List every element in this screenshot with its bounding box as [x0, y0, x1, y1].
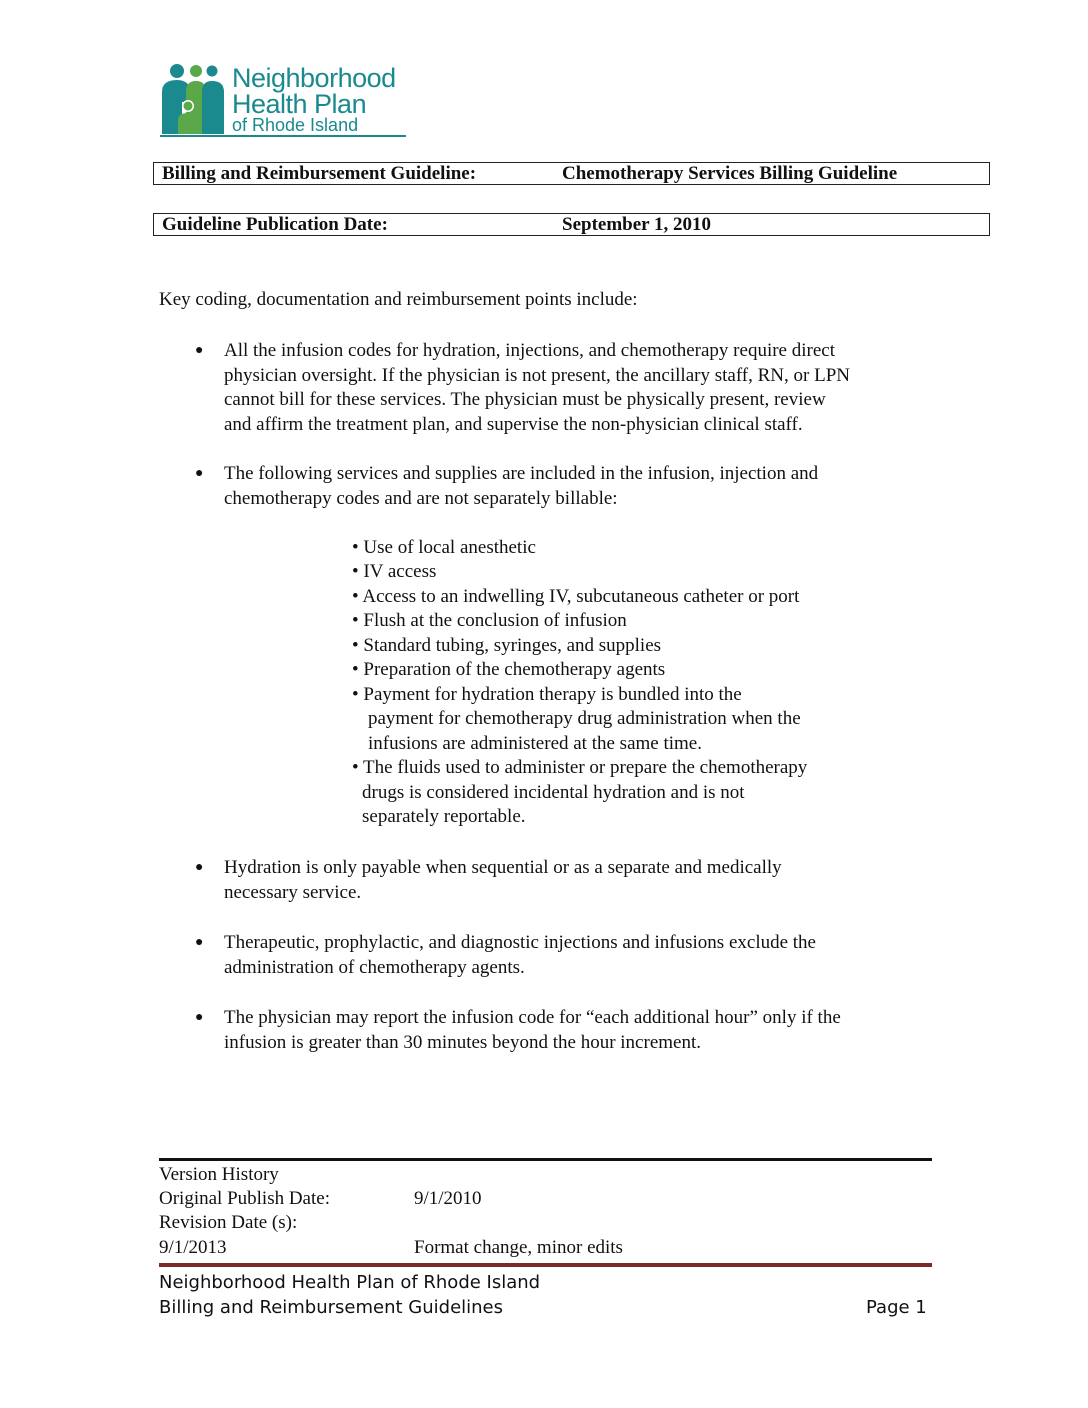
sub-list-item: • Standard tubing, syringes, and supplies	[352, 635, 662, 656]
company-logo	[160, 62, 406, 138]
bullet-icon: ●	[195, 1010, 204, 1025]
logo-line-3: of Rhode Island	[232, 115, 359, 135]
revision-date-label: Revision Date (s):	[159, 1212, 298, 1233]
sub-list-item: • IV access	[352, 561, 437, 582]
list-item: ● The physician may report the infusion code for “each additional hour” only if the infusion is greater than 30 minutes beyond the hour increment.	[195, 1007, 841, 1053]
sub-list-item-continued: separately reportable.	[362, 806, 526, 827]
publication-date-value: September 1, 2010	[562, 214, 711, 235]
revision-date-value: 9/1/2013	[159, 1237, 227, 1258]
footer-org: Neighborhood Health Plan of Rhode Island	[159, 1272, 541, 1293]
revision-note: Format change, minor edits	[414, 1237, 623, 1258]
logo-underline	[160, 135, 406, 137]
list-item: ● All the infusion codes for hydration, injections, and chemotherapy require direct physician oversight. If the physician is not present, the ancillary staff, RN, or LPN cannot bill for these services. The physician must be physically present, review and affirm the treatment plan, and supervise the non-physician clinical staff.	[195, 340, 850, 435]
sub-list-item: • Access to an indwelling IV, subcutaneous catheter or port	[352, 586, 800, 607]
sub-list-item-continued: payment for chemotherapy drug administration when the	[368, 708, 801, 729]
list-item: ● The following services and supplies are included in the infusion, injection and chemotherapy codes and are not separately billable:	[195, 463, 819, 509]
original-publish-label: Original Publish Date:	[159, 1188, 330, 1209]
publication-date-box	[153, 213, 990, 236]
sub-list-item: • Flush at the conclusion of infusion	[352, 610, 627, 631]
sub-list-item-continued: drugs is considered incidental hydration and is not	[362, 782, 745, 803]
version-history-title: Version History	[159, 1164, 279, 1185]
bullet-icon: ●	[195, 860, 204, 875]
bullet-icon: ●	[195, 343, 204, 358]
guideline-title-box	[153, 162, 990, 185]
sub-list-item: • Use of local anesthetic	[352, 537, 536, 558]
footer-doc-title: Billing and Reimbursement Guidelines	[159, 1297, 504, 1318]
guideline-value: Chemotherapy Services Billing Guideline	[562, 163, 898, 184]
sub-list-item: • The fluids used to administer or prepare the chemotherapy	[352, 757, 808, 778]
version-history-top-rule	[159, 1158, 932, 1161]
list-item: ● Therapeutic, prophylactic, and diagnostic injections and infusions exclude the administration of chemotherapy agents.	[195, 932, 816, 978]
footer-page-number: Page 1	[866, 1297, 927, 1318]
bullet-icon: ●	[195, 466, 204, 481]
sub-list-item-continued: infusions are administered at the same time.	[368, 733, 702, 754]
logo-line-1: Neighborhood	[232, 63, 396, 93]
version-history-bottom-rule	[159, 1263, 932, 1267]
intro-text: Key coding, documentation and reimbursement points include:	[159, 289, 638, 310]
guideline-label: Billing and Reimbursement Guideline:	[162, 163, 477, 184]
family-figures-icon	[160, 62, 232, 134]
sub-list-item: • Payment for hydration therapy is bundled into the	[352, 684, 742, 705]
sub-list-item: • Preparation of the chemotherapy agents	[352, 659, 666, 680]
original-publish-value: 9/1/2010	[414, 1188, 482, 1209]
publication-date-label: Guideline Publication Date:	[162, 214, 388, 235]
list-item: ● Hydration is only payable when sequential or as a separate and medically necessary service.	[195, 857, 782, 903]
logo-line-2: Health Plan	[232, 89, 367, 119]
bullet-icon: ●	[195, 935, 204, 950]
